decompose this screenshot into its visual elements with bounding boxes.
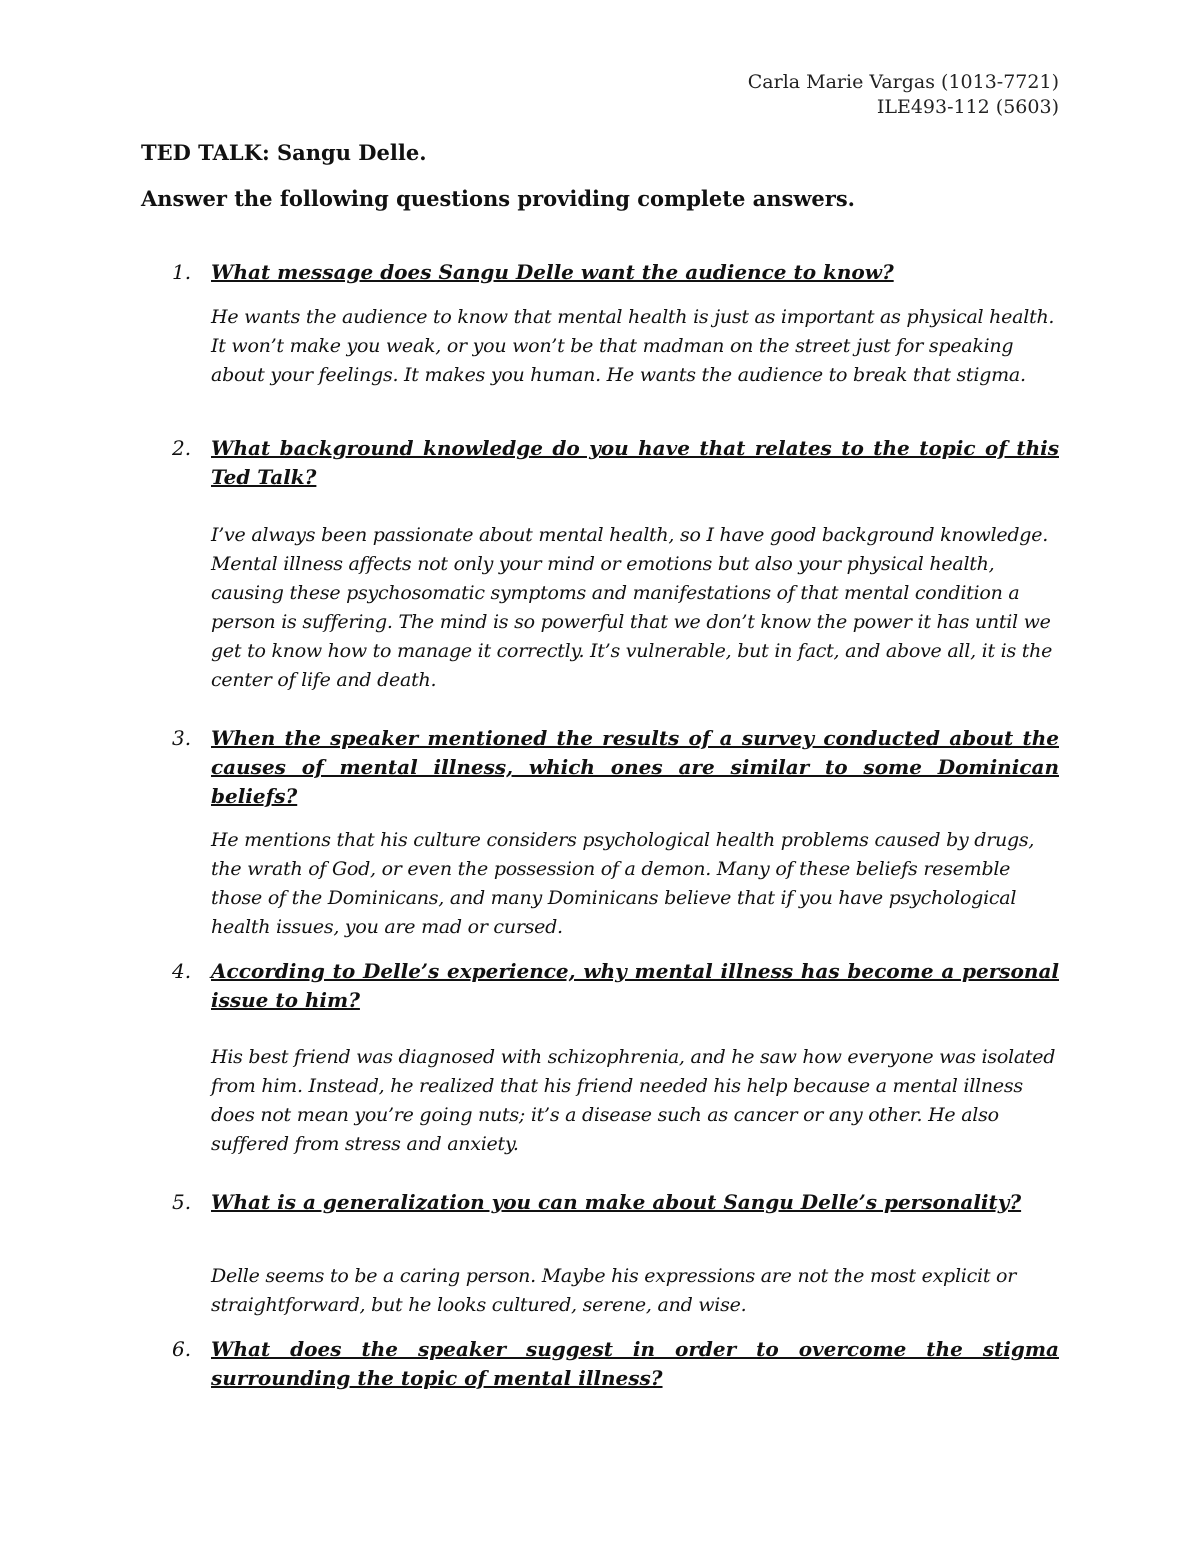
instructions: Answer the following questions providing complete answers. [141, 186, 855, 211]
question-text: What background knowledge do you have that relates to the topic of this Ted Talk? [211, 436, 1059, 489]
question-number: 1. [172, 260, 192, 284]
question-text: What is a generalization you can make about Sangu Delle’s personality? [211, 1190, 1022, 1214]
answer-text: He wants the audience to know that mental health is just as important as physical health. It won’t make you weak, or you won’t be that madman on the street just for speaking about your feelings. It makes you human. He wants the audience to break that stigma. [211, 306, 1055, 386]
answer-text: He mentions that his culture considers psychological health problems caused by drugs, the wrath of God, or even the possession of a demon. Many of these beliefs resemble those of the Dominicans, and many Dominicans believe that if you have psychological health issues, you are mad or cursed. [211, 829, 1035, 938]
document-header [748, 70, 1059, 120]
document-title: TED TALK: Sangu Delle. [141, 140, 427, 165]
question-text: According to Delle’s experience, why mental illness has become a personal issue to him? [211, 959, 1059, 1012]
author-line: Carla Marie Vargas (1013-7721) [747, 71, 1059, 93]
question-text: What message does Sangu Delle want the audience to know? [211, 260, 894, 284]
answer-text: I’ve always been passionate about mental health, so I have good background knowledge. Mental illness affects not only your mind or emotions but also your physical health, causing these psychosomatic symptoms and manifestations of that mental condition a person is suffering. The mind is so powerful that we don’t know the power it has until we get to know how to manage it correctly. It’s vulnerable, but in fact, and above all, it is the center of life and death. [211, 524, 1053, 691]
answer-text: Delle seems to be a caring person. Maybe his expressions are not the most explicit or straightforward, but he looks cultured, serene, and wise. [211, 1265, 1017, 1316]
question-number: 4. [172, 959, 192, 983]
course-line: ILE493-112 (5603) [876, 96, 1059, 118]
question-number: 6. [172, 1337, 192, 1361]
answer-text: His best friend was diagnosed with schizophrenia, and he saw how everyone was isolated from him. Instead, he realized that his friend needed his help because a mental illness does not mean you’re going nuts; it’s a disease such as cancer or any other. He also suffered from stress and anxiety. [211, 1046, 1056, 1155]
question-number: 5. [172, 1190, 192, 1214]
question-text: What does the speaker suggest in order to overcome the stigma surrounding the topic of mental illness? [211, 1337, 1059, 1390]
question-number: 3. [172, 726, 192, 750]
question-number: 2. [172, 436, 192, 460]
question-text: When the speaker mentioned the results of a survey conducted about the causes of mental illness, which ones are similar to some Dominican beliefs? [211, 726, 1059, 808]
